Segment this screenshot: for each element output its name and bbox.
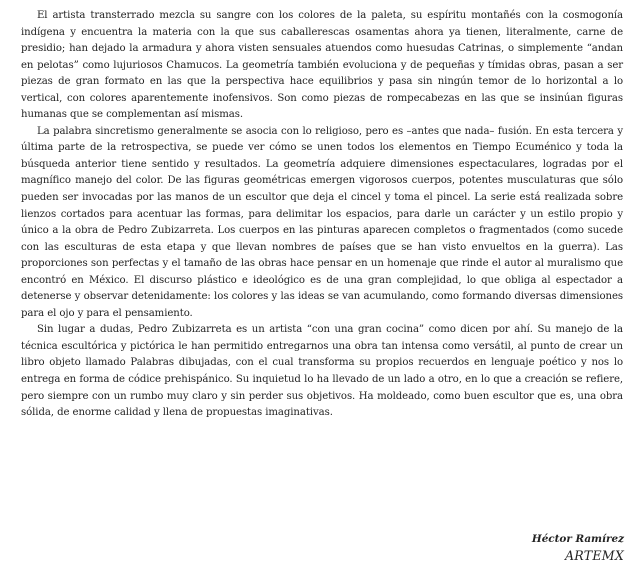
paragraph-1: El artista transterrado mezcla su sangre con los colores de la paleta, su espíritu montañés con la cosmogonía indígena y encuentra la materia con la que sus caballerescas osamentas ahora ya tienen, literalmente, carne de presidio; han dejado la armadura y ahora visten sensuales atuendos como huesudas Catrinas, o simplemente “andan en pelotas” como lujuriosos Chamucos. La geometría también evoluciona y de pequeñas y tímidas obras, pasan a ser piezas de gran formato en las que la perspectiva hace equilibrios y pasa sin ningún temor de lo horizontal a lo vertical, con colores aparentemente inofensivos. Son como piezas de rompecabezas en las que se insinúan figuras humanas que se complementan así mismas. xyxy=(21,10,623,121)
author-name: Héctor Ramírez xyxy=(531,533,624,545)
author-signature xyxy=(532,532,624,564)
article-body xyxy=(21,8,623,422)
paragraph-3: Sin lugar a dudas, Pedro Zubizarreta es un artista “con una gran cocina” como dicen por ahí. Su manejo de la técnica escultórica y pictórica le han permitido entregarnos una obra tan intensa como versátil, al punto de crear un libro objeto llamado Palabras dibujadas, con el cual transforma su propios recuerdos en lenguaje poético y nos lo entrega en forma de códice prehispánico. Su inquietud lo ha llevado de un lado a otro, en lo que a creación se refiere, pero siempre con un rumbo muy claro y sin perder sus objetivos. Ha moldeado, como buen escultor que es, una obra sólida, de enorme calidad y llena de propuestas imaginativas. xyxy=(21,324,623,419)
author-organization: ARTEMX xyxy=(564,548,624,563)
paragraph-2: La palabra sincretismo generalmente se asocia con lo religioso, pero es –antes que nada– fusión. En esta tercera y última parte de la retrospectiva, se puede ver cómo se unen todos los elementos en Tiempo Ecuménico y toda la búsqueda anterior tiene sentido y resultados. La geometría adquiere dimensiones espectaculares, logradas por el magnífico manejo del color. De las figuras geométricas emergen vigorosos cuerpos, potentes musculaturas que sólo pueden ser invocadas por las manos de un escultor que deja el cincel y toma el pincel. La serie está realizada sobre lienzos cortados para acentuar las formas, para delimitar los espacios, para darle un carácter y un estilo propio y único a la obra de Pedro Zubizarreta. Los cuerpos en las pinturas aparecen completos o fragmentados (como sucede con las esculturas de esta etapa y que llevan nombres de países que se han visto envueltos en la guerra). Las proporciones son perfectas y el tamaño de las obras hace pensar en un homenaje que rinde el autor al muralismo que encontró en México. El discurso plástico e ideológico es de una gran complejidad, lo que obliga al espectador a detenerse y observar detenidamente: los colores y las ideas se van acumulando, como formando diversas dimensiones para el ojo y para el pensamiento. xyxy=(21,125,623,319)
